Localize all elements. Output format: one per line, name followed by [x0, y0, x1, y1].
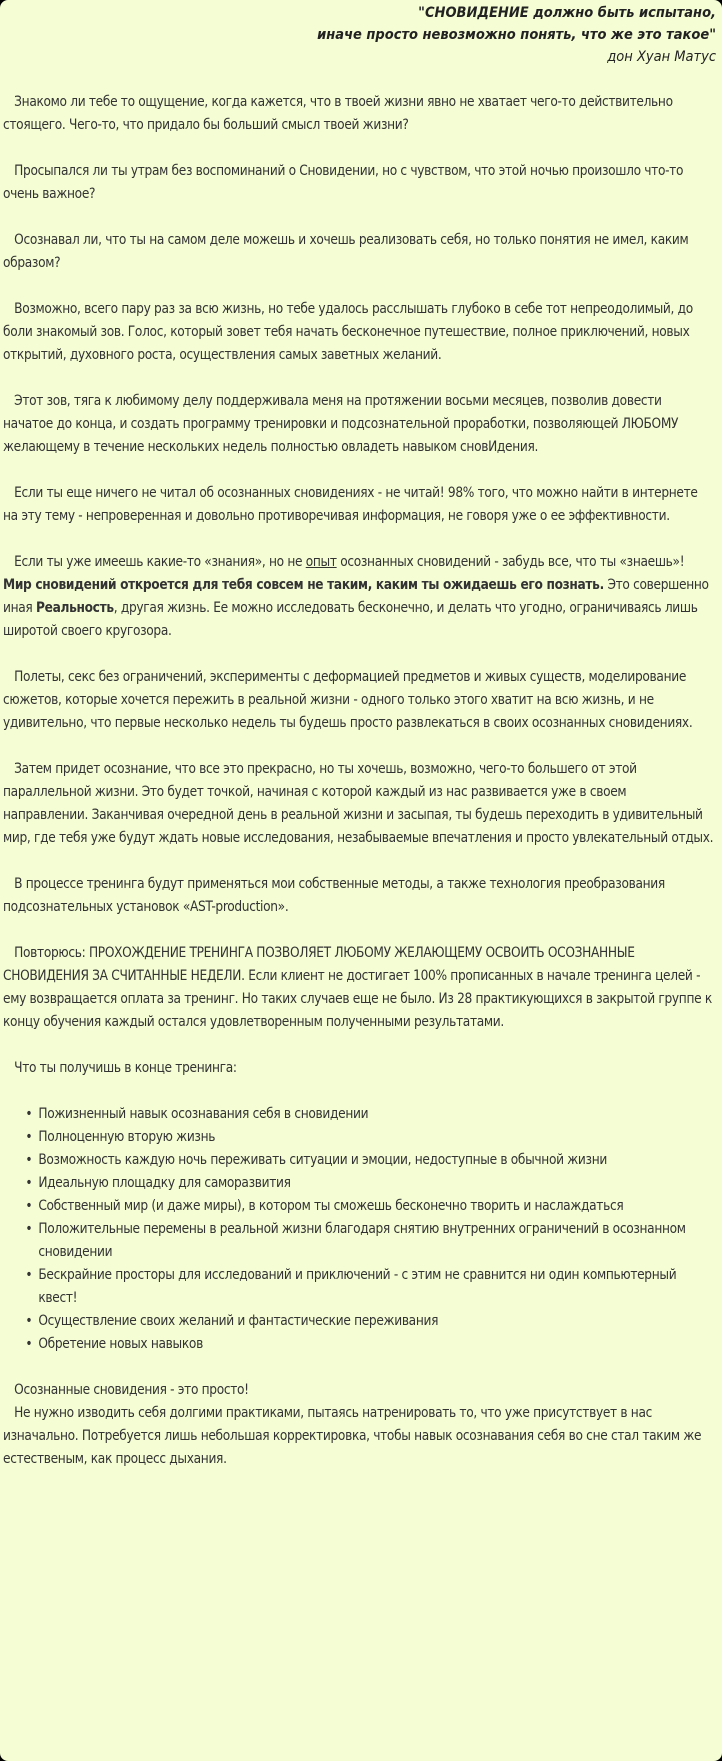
bullet-icon: •	[25, 1312, 33, 1329]
paragraph-4: Возможно, всего пару раз за всю жизнь, но тебе удалось расслышать глубоко в себе тот непреодолимый, до боли знакомый зов. Голос, который зовет тебя начать бесконечное путешествие, полное приключений, новых открытий, духовного роста, осуществления самых заветных желаний.	[3, 300, 693, 363]
bullet-icon: •	[25, 1220, 33, 1237]
list-item-text: Идеальную площадку для саморазвития	[38, 1174, 291, 1191]
bullet-icon: •	[25, 1128, 33, 1145]
list-item	[3, 1171, 714, 1194]
list-item-text: Собственный мир (и даже миры), в котором ты сможешь бесконечно творить и наслаждаться	[38, 1197, 624, 1214]
list-item-text: Бескрайние просторы для исследований и приключений - с этим не сравнится ни один компьютерный квест!	[38, 1266, 677, 1306]
list-item	[3, 1102, 714, 1125]
list-item	[3, 1309, 714, 1332]
closing-paragraph: Не нужно изводить себя долгими практиками, пытаясь натренировать то, что уже присутствует в нас изначально. Потребуется лишь небольшая корректировка, чтобы навык осознавания себя во сне стал таким же естественым, как процесс дыхания.	[3, 1404, 702, 1467]
list-item-text: Пожизненный навык осознавания себя в сновидении	[38, 1105, 369, 1122]
bullet-icon: •	[25, 1335, 33, 1352]
p7-text-4: , другая жизнь. Ее можно исследовать бесконечно, и делать что угодно, ограничиваясь лишь широтой своего кругозора.	[3, 599, 698, 639]
list-item	[3, 1125, 714, 1148]
paragraph-11: Повторюсь: ПРОХОЖДЕНИЕ ТРЕНИНГА ПОЗВОЛЯЕТ ЛЮБОМУ ЖЕЛАЮЩЕМУ ОСВОИТЬ ОСОЗНАННЫЕ СНОВИДЕНИЯ ЗА СЧИТАННЫЕ НЕДЕЛИ. Если клиент не достигает 100% прописанных в начале тренинга целей - ему возвращается оплата за тренинг. Но таких случаев еще не было. Из 28 практикующихся в закрытой группе к концу обучения каждый остался удовлетворенным полученными результатами.	[3, 944, 712, 1030]
list-item	[3, 1217, 714, 1263]
paragraph-2: Просыпался ли ты утрам без воспоминаний о Сновидении, но с чувством, что этой ночью произошло что-то очень важное?	[3, 162, 684, 202]
bullet-icon: •	[25, 1174, 33, 1191]
bullet-icon: •	[25, 1151, 33, 1168]
paragraph-5: Этот зов, тяга к любимому делу поддерживала меня на протяжении восьми месяцев, позволив довести начатое до конца, и создать программу тренировки и подсознательной проработки, позволяющей ЛЮБОМУ желающему в течение нескольких недель полностью овладеть навыком сновИдения.	[3, 392, 679, 455]
epigraph-quote	[317, 2, 716, 68]
list-item-text: Полноценную вторую жизнь	[38, 1128, 216, 1145]
quote-line-1: "СНОВИДЕНИЕ должно быть испытано,	[418, 5, 716, 21]
quote-author: дон Хуан Матус	[607, 49, 716, 65]
benefits-heading: Что ты получишь в конце тренинга:	[14, 1059, 237, 1076]
p7-text-1: Если ты уже имеешь какие-то «знания», но не	[14, 553, 306, 570]
bullet-icon: •	[25, 1266, 33, 1283]
closing-headline: Осознанные сновидения - это просто!	[14, 1381, 249, 1398]
paragraph-9: Затем придет осознание, что все это прекрасно, но ты хочешь, возможно, чего-то большего от этой параллельной жизни. Это будет точкой, начиная с которой каждый из нас развивается уже в своем направлении. Заканчивая очередной день в реальной жизни и засыпая, ты будешь переходить в удивительный мир, где тебя уже будут ждать новые исследования, незабываемые впечатления и просто увлекательный отдых.	[3, 760, 714, 846]
list-item-text: Возможность каждую ночь переживать ситуации и эмоции, недоступные в обычной жизни	[38, 1151, 607, 1168]
paragraph-1: Знакомо ли тебе то ощущение, когда кажется, что в твоей жизни явно не хватает чего-то действительно стоящего. Чего-то, что придало бы больший смысл твоей жизни?	[3, 93, 673, 133]
bold-word-reality: Реальность	[36, 599, 114, 616]
list-item-text: Осуществление своих желаний и фантастические переживания	[38, 1312, 439, 1329]
benefits-list	[3, 1102, 714, 1355]
list-item	[3, 1194, 714, 1217]
underlined-word-experience: опыт	[305, 553, 337, 570]
list-item-text: Обретение новых навыков	[38, 1335, 203, 1352]
quote-line-2: иначе просто невозможно понять, что же это такое"	[317, 27, 716, 43]
bold-statement: Мир сновидений откроется для тебя совсем не таким, каким ты ожидаешь его познать.	[3, 576, 604, 593]
list-item	[3, 1148, 714, 1171]
article-body	[3, 90, 714, 1493]
paragraph-3: Осознавал ли, что ты на самом деле можешь и хочешь реализовать себя, но только понятия не имел, каким образом?	[3, 231, 689, 271]
bullet-icon: •	[25, 1105, 33, 1122]
list-item-text: Положительные перемены в реальной жизни благодаря снятию внутренних ограничений в осознанном сновидении	[38, 1220, 686, 1260]
bullet-icon: •	[25, 1197, 33, 1214]
p7-text-3: Это совершенно иная	[3, 576, 709, 616]
list-item	[3, 1332, 714, 1355]
paragraph-10: В процессе тренинга будут применяться мои собственные методы, а также технология преобразования подсознательных установок «AST-production».	[3, 875, 665, 915]
paragraph-8: Полеты, секс без ограничений, эксперименты с деформацией предметов и живых существ, моделирование сюжетов, которые хочется пережить в реальной жизни - одного только этого хватит на всю жизнь, и не удивительно, что первые несколько недель ты будешь просто развлекаться в своих осознанных сновидениях.	[3, 668, 693, 731]
paragraph-6: Если ты еще ничего не читал об осознанных сновидениях - не читай! 98% того, что можно найти в интернете на эту тему - непроверенная и довольно противоречивая информация, не говоря уже о ее эффективности.	[3, 484, 698, 524]
p7-text-2: осознанных сновидений - забудь все, что ты «знаешь»!	[336, 553, 685, 570]
list-item	[3, 1263, 714, 1309]
paragraph-7	[3, 550, 714, 642]
